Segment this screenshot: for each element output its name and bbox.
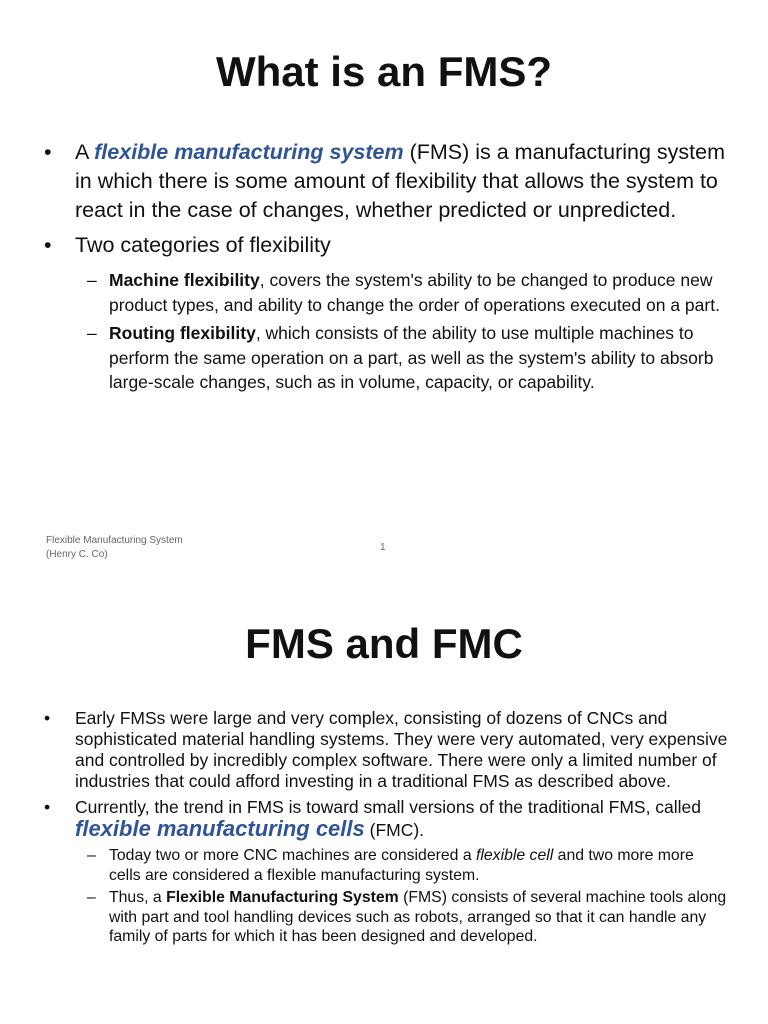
slide-title: What is an FMS? [216, 48, 552, 95]
sub-list [75, 846, 728, 947]
fms-bold-term: Flexible Manufacturing System [166, 889, 399, 906]
bullet-prefix: A [75, 140, 95, 164]
fmc-term: flexible manufacturing cells [75, 816, 365, 841]
bullet-list [44, 708, 728, 952]
sub-item-prefix: Thus, a [109, 889, 167, 906]
list-item [44, 797, 728, 947]
sub-list [75, 268, 728, 395]
bullet-prefix: Currently, the trend in FMS is toward small versions of the traditional FMS, called [75, 797, 702, 817]
sub-list-item [75, 268, 728, 317]
bullet-text: Early FMSs were large and very complex, consisting of dozens of CNCs and sophisticated material handling systems. They were very automated, very expensive and controlled by incredibly complex software. There were only a limited number of industries that could afford investing in a traditional FMS as described above. [75, 708, 728, 791]
routing-flexibility-term: Routing flexibility [109, 323, 256, 343]
sub-list-item [75, 321, 728, 395]
list-item [44, 231, 728, 395]
footer-title: Flexible Manufacturing System [46, 535, 183, 546]
sub-item-suffix: and two more more cells are considered a flexible manufacturing system. [109, 847, 694, 884]
flexible-cell-term: flexible cell [476, 847, 554, 864]
sub-list-item [75, 888, 728, 947]
list-item [44, 138, 728, 225]
sub-list-item [75, 846, 728, 885]
bullet-text: (FMS) is a manufacturing system in which there is some amount of flexibility that allows the system to react in the case of changes, whether predicted or unpredicted. [75, 140, 725, 222]
page-number: 1 [380, 542, 386, 553]
slide-2 [0, 580, 768, 1024]
slide-title: FMS and FMC [245, 620, 523, 667]
slide-footer [46, 534, 183, 562]
bullet-text: Two categories of flexibility [75, 233, 331, 257]
footer-author: (Henry C. Co) [46, 549, 108, 560]
sub-item-text: , covers the system's ability to be changed to produce new product types, and ability to change the order of operations executed on a part. [109, 270, 720, 315]
bullet-list [44, 138, 728, 401]
fms-term: flexible manufacturing system [94, 140, 404, 164]
sub-item-prefix: Today two or more CNC machines are considered a [109, 847, 476, 864]
bullet-suffix: (FMC). [364, 820, 425, 840]
list-item [44, 708, 728, 792]
sub-item-suffix: (FMS) consists of several machine tools along with part and tool handling devices such as robots, arranged so that it can handle any family of parts for which it has been designed and developed. [109, 889, 727, 945]
machine-flexibility-term: Machine flexibility [109, 270, 260, 290]
sub-item-text: , which consists of the ability to use multiple machines to perform the same operation on a part, as well as the system's ability to absorb large-scale changes, such as in volume, capacity, or capability. [109, 323, 714, 392]
